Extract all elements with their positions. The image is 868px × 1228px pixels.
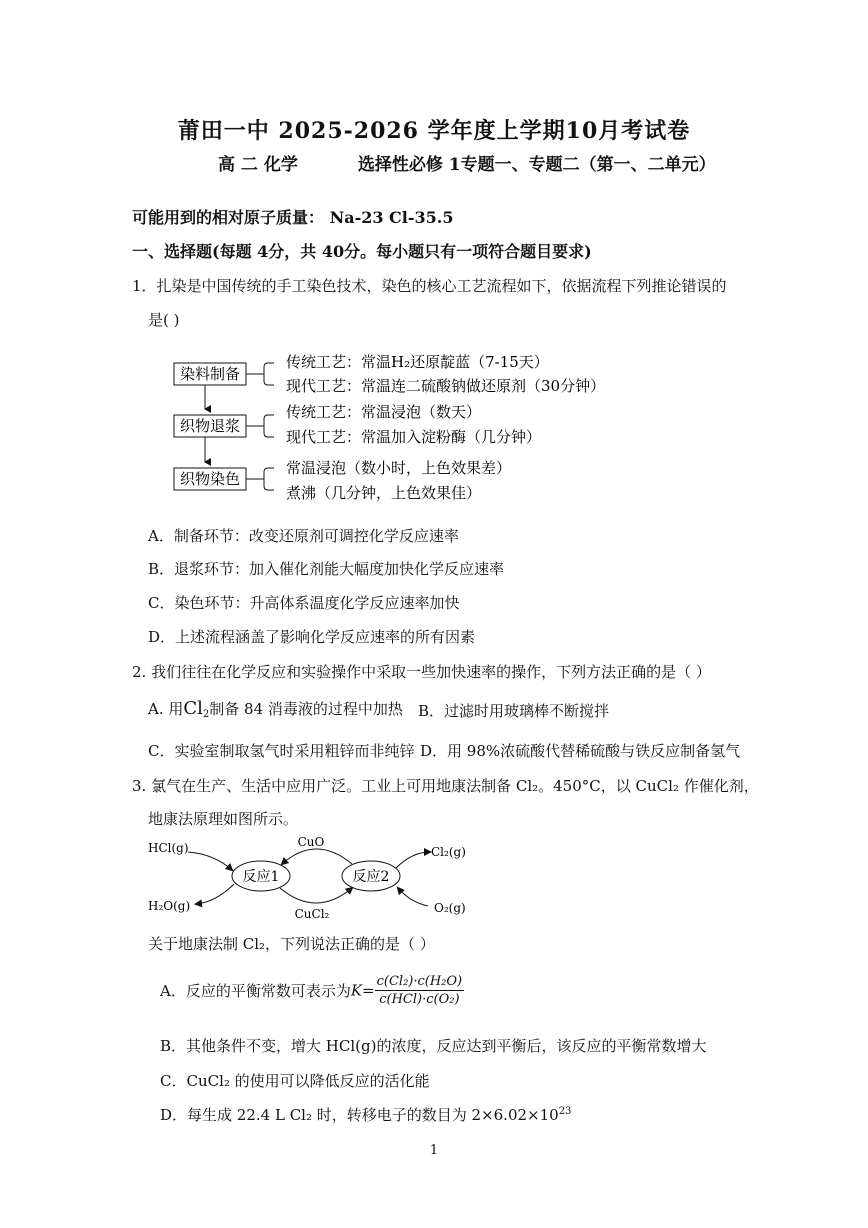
q1-option-b[interactable]: B．退浆环节：加入催化剂能大幅度加快化学反应速率	[148, 560, 505, 578]
cuo-arrow	[282, 849, 352, 864]
h2o-label: H₂O(g)	[148, 899, 191, 913]
cuo-label: CuO	[297, 835, 325, 849]
cl2-label: Cl₂(g)	[431, 845, 466, 859]
q3-option-b[interactable]: B．其他条件不变，增大 HCl(g)的浓度，反应达到平衡后，该反应的平衡常数增大	[160, 1037, 707, 1055]
branch-1-modern: 现代工艺：常温连二硫酸钠做还原剂（30分钟）	[286, 377, 606, 395]
branch-3-soak: 常温浸泡（数小时，上色效果差）	[286, 459, 512, 477]
box-desizing-label: 织物退浆	[179, 417, 241, 435]
cl2-arrow	[396, 852, 430, 868]
branch-1-traditional: 传统工艺：常温H₂还原靛蓝（7-15天）	[286, 353, 549, 371]
q3-option-c[interactable]: C．CuCl₂ 的使用可以降低反应的活化能	[160, 1072, 430, 1090]
cucl2-label: CuCl₂	[294, 907, 330, 921]
q2-option-b[interactable]: B．过滤时用玻璃棒不断搅拌	[418, 702, 610, 720]
bracket-3	[246, 468, 274, 490]
reaction-2-label: 反应2	[352, 869, 390, 885]
q3-option-d-text: D．每生成 22.4 L Cl₂ 时，转移电子的数目为 2×6.02×10	[160, 1106, 559, 1124]
q2-option-a-text: 制备 84 消毒液的过程中加热	[209, 700, 403, 718]
box-dyeing-label: 织物染色	[179, 470, 241, 488]
k-numerator: c(Cl₂)·c(H₂O)	[376, 974, 463, 989]
q1-option-a[interactable]: A．制备环节：改变还原剂可调控化学反应速率	[148, 527, 459, 545]
section-heading: 一、选择题(每题 4分，共 40分。每小题只有一项符合题目要求)	[132, 242, 592, 261]
q1-option-d[interactable]: D．上述流程涵盖了影响化学反应速率的所有因素	[148, 628, 476, 646]
exam-title: 莆田一中 2025-2026 学年度上学期10月考试卷	[177, 118, 691, 144]
q3-option-a[interactable]	[160, 974, 464, 1007]
atomic-mass-line: 可能用到的相对原子质量： Na-23 Cl-35.5	[132, 208, 454, 227]
hcl-arrow	[188, 852, 232, 870]
branch-2-traditional: 传统工艺：常温浸泡（数天）	[286, 403, 482, 421]
q3-option-d-exponent: 23	[558, 1106, 572, 1117]
q3-stem-line2: 地康法原理如图所示。	[148, 810, 299, 828]
hcl-label: HCl(g)	[148, 841, 189, 855]
q3-stem-line1: 3. 氯气在生产、生活中应用广泛。工业上可用地康法制备 Cl₂。450°C，以 CuCl₂ 作催化剂，	[132, 777, 759, 795]
q2-stem: 2. 我们往往在化学反应和实验操作中采取一些加快速率的操作，下列方法正确的是（ ）	[132, 663, 711, 681]
k-symbol: K=	[350, 981, 375, 1000]
q1-stem-line1: 1．扎染是中国传统的手工染色技术，染色的核心工艺流程如下，依据流程下列推论错误的	[132, 277, 727, 295]
q3-option-d[interactable]	[160, 1104, 571, 1125]
q2-option-a-prefix: A. 用	[148, 700, 184, 718]
q3-question: 关于地康法制 Cl₂，下列说法正确的是（ ）	[148, 935, 435, 953]
k-denominator: c(HCl)·c(O₂)	[379, 992, 460, 1007]
cl2-formula: $Cl_2$	[183, 698, 210, 720]
bracket-1	[246, 363, 274, 385]
bracket-2	[246, 415, 274, 437]
branch-2-modern: 现代工艺：常温加入淀粉酶（几分钟）	[286, 428, 542, 446]
exam-subtitle	[218, 150, 716, 175]
q1-stem-line2: 是( )	[148, 311, 180, 329]
subtitle-grade-subject: 高 二 化学	[218, 155, 298, 175]
h2o-arrow	[196, 884, 234, 904]
branch-3-boil: 煮沸（几分钟，上色效果佳）	[286, 484, 482, 502]
box-dye-prep-label: 染料制备	[179, 365, 241, 383]
q1-flow-diagram	[160, 345, 630, 515]
q2-option-d[interactable]: D．用 98%浓硫酸代替稀硫酸与铁反应制备氢气	[420, 742, 741, 760]
page-number: 1	[429, 1143, 439, 1158]
q2-option-c[interactable]: C．实验室制取氢气时采用粗锌而非纯锌	[148, 742, 415, 760]
q2-option-a[interactable]	[148, 698, 403, 719]
q3-option-a-prefix: A．反应的平衡常数可表示为	[160, 982, 351, 1000]
reaction-1-label: 反应1	[242, 869, 280, 885]
k-expression	[375, 974, 465, 1007]
subtitle-scope: 选择性必修 1专题一、专题二（第一、二单元）	[357, 155, 716, 175]
q3-deacon-diagram	[140, 830, 480, 926]
q1-option-c[interactable]: C．染色环节：升高体系温度化学反应速率加快	[148, 594, 460, 612]
cucl2-arrow	[280, 888, 352, 903]
o2-label: O₂(g)	[434, 901, 466, 915]
o2-arrow	[398, 888, 428, 906]
